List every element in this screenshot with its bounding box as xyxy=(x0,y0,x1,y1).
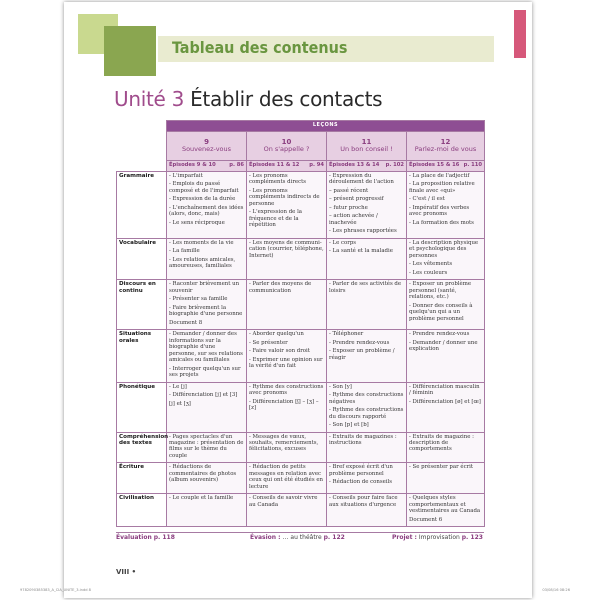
cell-item: - Les relations amicales, amoureuses, familiales xyxy=(169,256,236,270)
footer-evasion xyxy=(250,534,345,541)
footer-projet xyxy=(392,534,483,541)
projet-page: p. 123 xyxy=(461,534,483,541)
contents-table xyxy=(116,120,485,527)
table-cell xyxy=(247,238,327,279)
cell-item: - La description physique et psychologique des personnes xyxy=(409,239,479,259)
cell-item: - Les pronoms compléments directs xyxy=(249,173,307,186)
cell-item: - Les pronoms compléments indirects de personne xyxy=(249,187,320,207)
cell-item: - Son [p] et [b] xyxy=(329,422,369,429)
cell-item: - Bref exposé écrit d'un problème personnel xyxy=(329,464,393,477)
cell-item: - La proposition relative finale avec «qui» xyxy=(409,181,475,194)
lesson-number: 12 xyxy=(440,137,451,146)
table-row xyxy=(117,382,485,432)
table-cell xyxy=(327,330,407,382)
projet-text: Improvisation xyxy=(418,534,460,541)
lesson-header-11 xyxy=(327,132,407,161)
episodes-page: p. 86 xyxy=(229,162,244,168)
lesson-title: Souvenez-vous xyxy=(181,145,232,154)
cell-item: - Différenciation [ʃ] – [ʒ] – [z] xyxy=(249,398,319,412)
cell-item: - Son [y] xyxy=(329,383,352,390)
table-cell xyxy=(407,280,485,330)
row-label: Compréhension des textes xyxy=(117,432,167,463)
cell-item: - Conseils de savoir vivre au Canada xyxy=(249,495,318,508)
lecons-header: LEÇONS xyxy=(167,121,485,132)
unit-number: 3 xyxy=(171,87,185,111)
cell-item: - Demander / donner des informations sur la biographie d'une personne, sur ses relations amicales ou familiales xyxy=(169,331,243,364)
table-cell xyxy=(167,432,247,463)
table-cell xyxy=(327,494,407,527)
table-cell xyxy=(407,494,485,527)
cell-item: Document 6 xyxy=(409,516,443,523)
episodes-page: p. 102 xyxy=(385,162,404,168)
cell-item: - Donner des conseils à quelqu'un qui a un problème personnel xyxy=(409,302,473,322)
cell-item: - Parler de ses activités de loisirs xyxy=(329,281,402,294)
cell-item: - C'est / il est xyxy=(409,196,445,203)
cell-item: – futur proche xyxy=(329,204,368,211)
unit-title xyxy=(114,87,382,111)
cell-item: - Parler des moyens de communication xyxy=(249,281,312,294)
table-cell xyxy=(327,172,407,239)
evasion-text: … au théâtre xyxy=(282,534,322,541)
decor-square-dark xyxy=(104,26,156,76)
cell-item: - La formation des mots xyxy=(409,219,474,226)
lesson-header-10 xyxy=(247,132,327,161)
cell-item: - Le sens réciproque xyxy=(169,219,225,226)
cell-item: - Téléphoner xyxy=(329,331,364,338)
table-cell xyxy=(167,382,247,432)
cell-item: - Différenciation [ø] et [œ] xyxy=(409,398,481,405)
row-label: Vocabulaire xyxy=(117,238,167,279)
table-cell xyxy=(407,463,485,494)
print-file-name: 9782090385383_A_CIA_UNITE_3.indd 8 xyxy=(20,588,91,592)
table-cell xyxy=(327,432,407,463)
lesson-episodes-12 xyxy=(407,161,485,172)
cell-item: - Pages spectacles d'un magazine : présentation de films sur le thème du couple xyxy=(169,433,244,459)
lesson-title: Parlez-moi de vous xyxy=(414,145,477,154)
cell-item: - Le corps xyxy=(329,239,357,246)
cell-item: - Faire valoir son droit xyxy=(249,348,310,355)
table-cell xyxy=(247,330,327,382)
cell-item: - Rédactions de commentaires de photos (album souvenirs) xyxy=(169,464,237,484)
table-row xyxy=(117,494,485,527)
cell-item: - Rythme des constructions avec pronoms xyxy=(249,383,324,397)
cell-item: - Rédaction de petits messages en relation avec ceux qui ont été étudiés en lecture xyxy=(249,464,323,490)
cell-item: - Rythme des constructions négatives xyxy=(329,392,404,405)
cell-item: - Exposer un problème personnel (santé, relations, etc.) xyxy=(409,281,472,301)
row-label: Situations orales xyxy=(117,330,167,382)
cell-item: – passé récent xyxy=(329,187,369,194)
document-page xyxy=(64,2,532,598)
table-cell xyxy=(247,382,327,432)
cell-item: - L'enchaînement des idées (alors, donc, mais) xyxy=(169,204,244,218)
table-row xyxy=(117,238,485,279)
cell-item: - Présenter sa famille xyxy=(169,296,228,303)
cell-item: - Les couleurs xyxy=(409,269,448,276)
cell-item: - Se présenter par écrit xyxy=(409,464,474,471)
lesson-title: On s'appelle ? xyxy=(263,145,310,154)
evasion-label: Évasion : xyxy=(250,534,281,541)
table-cell xyxy=(247,463,327,494)
evaluation-page: p. 118 xyxy=(153,534,175,541)
page-number: VIII • xyxy=(116,568,137,576)
cell-item: - Quelques styles comportementaux et vestimentaires au Canada xyxy=(409,495,481,515)
cell-item: - Le [j] xyxy=(169,383,187,390)
cell-item: - Interroger quelqu'un sur ses projets xyxy=(169,365,241,379)
table-cell xyxy=(327,463,407,494)
cell-item: - Expression du déroulement de l'action xyxy=(329,173,394,186)
cell-item: - Extraits de magazine : description de comportements xyxy=(409,433,474,453)
cell-item: - Raconter brièvement un souvenir xyxy=(169,281,240,294)
lesson-episodes-10 xyxy=(247,161,327,172)
lesson-header-9 xyxy=(167,132,247,161)
table-row xyxy=(117,280,485,330)
table-row xyxy=(117,330,485,382)
table-corner xyxy=(117,121,167,132)
cell-item: - Les vêtements xyxy=(409,261,453,268)
table-cell xyxy=(167,238,247,279)
cell-item: - Extraits de magazines : instructions xyxy=(329,433,397,446)
episodes-page: p. 94 xyxy=(309,162,324,168)
unit-label: Unité xyxy=(114,87,166,111)
cell-item: - La place de l'adjectif xyxy=(409,173,470,179)
cell-item: - L'expression de la fréquence et de la répétition xyxy=(249,209,303,229)
cell-item: - Prendre rendez-vous xyxy=(409,331,470,338)
episodes-label: Épisodes 9 & 10 xyxy=(169,162,216,168)
cell-item: – action achevée / inachevée xyxy=(329,213,378,226)
table-cell xyxy=(407,432,485,463)
cell-item: - Les phrases rapportées xyxy=(329,228,397,235)
evasion-page: p. 122 xyxy=(323,534,345,541)
table-cell xyxy=(407,330,485,382)
row-label: Grammaire xyxy=(117,172,167,239)
cell-item: - Les moyens de communication (courrier, téléphone, Internet) xyxy=(249,239,324,259)
table-cell xyxy=(327,280,407,330)
evaluation-label: Évaluation xyxy=(116,534,152,541)
row-label: Écriture xyxy=(117,463,167,494)
cell-item: - Se présenter xyxy=(249,339,288,346)
table-cell xyxy=(407,238,485,279)
table-cell xyxy=(167,172,247,239)
table-row xyxy=(117,172,485,239)
table-cell xyxy=(247,172,327,239)
unit-name: Établir des contacts xyxy=(190,87,383,111)
cell-item: - Le couple et la famille xyxy=(169,495,234,502)
table-cell xyxy=(407,382,485,432)
row-label: Discours en continu xyxy=(117,280,167,330)
page-tab-marker xyxy=(514,10,526,58)
cell-item: - Emplois du passé composé et de l'imparfait xyxy=(169,181,239,194)
cell-item: - Rédaction de conseils xyxy=(329,479,393,486)
lesson-number: 11 xyxy=(361,137,372,146)
cell-item: - Prendre rendez-vous xyxy=(329,339,390,346)
cell-item: - Messages de vœux, souhaits, remerciements, félicitations, excuses xyxy=(249,433,319,453)
episodes-label: Épisodes 15 & 16 xyxy=(409,162,460,168)
cell-item: - Différenciation masculin / féminin xyxy=(409,383,480,397)
table-row xyxy=(117,432,485,463)
cell-item: - La famille xyxy=(169,248,200,255)
cell-item: - Faire brièvement la biographie d'une personne xyxy=(169,304,243,318)
lesson-number: 9 xyxy=(204,137,209,146)
cell-item: - Demander / donner une explication xyxy=(409,339,478,353)
cell-item: – présent progressif xyxy=(329,196,384,203)
row-label: Phonétique xyxy=(117,382,167,432)
table-cell xyxy=(167,330,247,382)
table-corner xyxy=(117,132,167,161)
cell-item: - Expression de la durée xyxy=(169,196,236,203)
cell-item: - Aborder quelqu'un xyxy=(249,331,304,338)
cell-item: - Rythme des constructions du discours rapporté xyxy=(329,407,404,420)
cell-item: [j] et [ʒ] xyxy=(169,400,191,407)
cell-item: - L'imparfait xyxy=(169,173,203,179)
projet-label: Projet : xyxy=(392,534,417,541)
episodes-label: Épisodes 11 & 12 xyxy=(249,162,300,168)
table-cell xyxy=(167,463,247,494)
cell-item: - Exprimer une opinion sur la vérité d'un fait xyxy=(249,356,323,370)
cell-item: - Conseils pour faire face aux situations d'urgence xyxy=(329,495,398,508)
cell-item: - Exposer un problème / réagir xyxy=(329,348,395,361)
print-file-date: 03/08/16 08:26 xyxy=(542,588,570,592)
lesson-header-12 xyxy=(407,132,485,161)
cell-item: - Différenciation [j] et [3] xyxy=(169,392,238,399)
cell-item: - Les moments de la vie xyxy=(169,239,234,246)
cell-item: - La santé et la maladie xyxy=(329,248,393,255)
table-cell xyxy=(247,432,327,463)
cell-item: Document 8 xyxy=(169,319,203,326)
lesson-episodes-9 xyxy=(167,161,247,172)
lesson-episodes-11 xyxy=(327,161,407,172)
table-cell xyxy=(327,382,407,432)
episodes-label: Épisodes 13 & 14 xyxy=(329,162,380,168)
table-cell xyxy=(407,172,485,239)
table-cell xyxy=(247,280,327,330)
cell-item: - Impératif des verbes avec pronoms xyxy=(409,204,470,218)
footer-divider xyxy=(116,532,484,533)
table-cell xyxy=(167,280,247,330)
footer-evaluation xyxy=(116,534,175,541)
table-corner xyxy=(117,161,167,172)
table-cell xyxy=(167,494,247,527)
row-label: Civilisation xyxy=(117,494,167,527)
episodes-page: p. 110 xyxy=(463,162,482,168)
page-header-title: Tableau des contenus xyxy=(172,38,348,57)
lesson-title: Un bon conseil ! xyxy=(340,145,393,154)
lesson-number: 10 xyxy=(281,137,292,146)
table-row xyxy=(117,463,485,494)
table-cell xyxy=(327,238,407,279)
table-cell xyxy=(247,494,327,527)
